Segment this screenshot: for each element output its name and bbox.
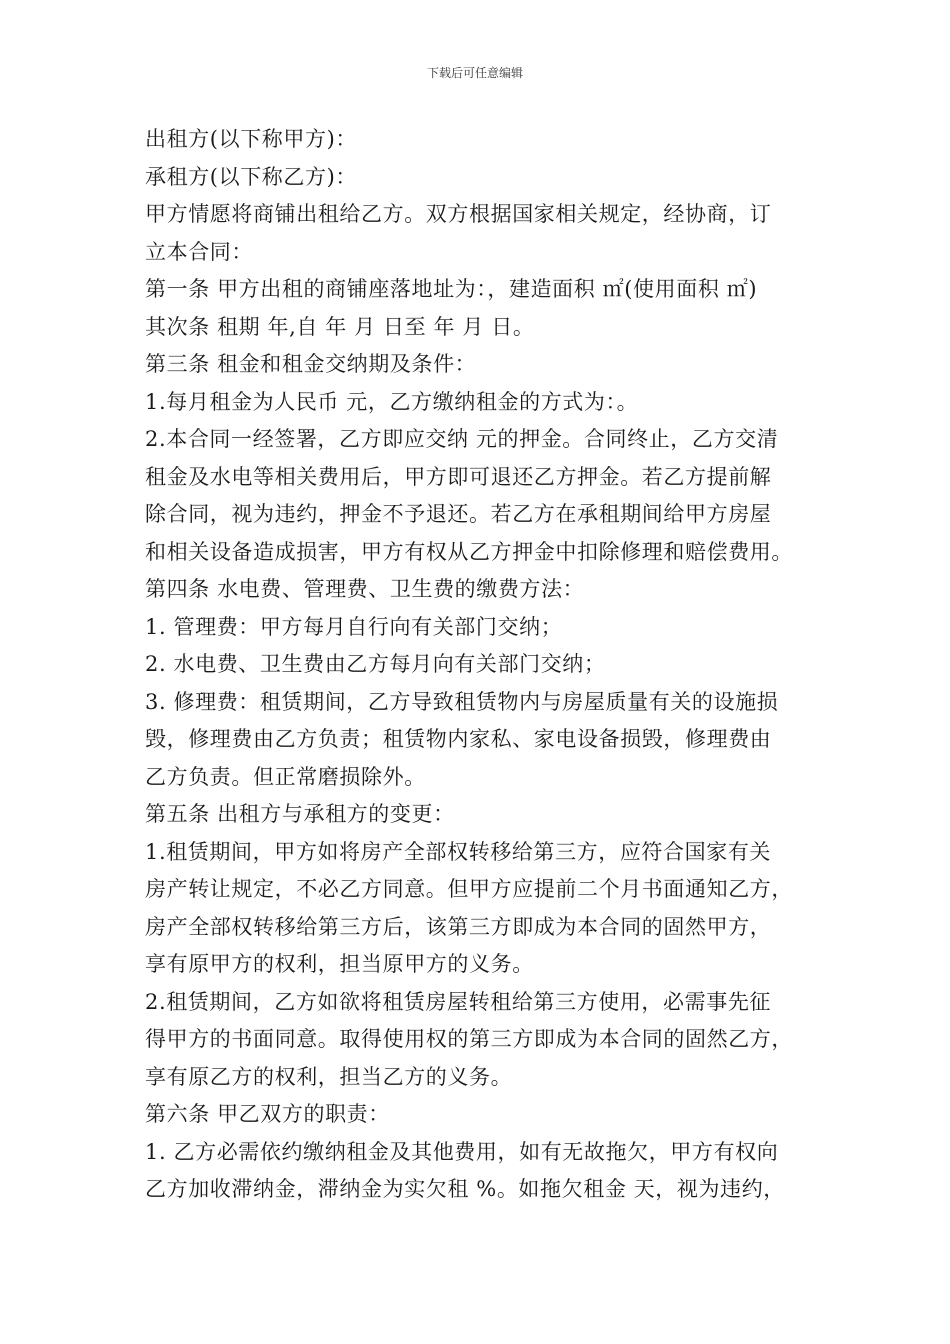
article-3-item-2: 租金及水电等相关费用后，甲方即可退还乙方押金。若乙方提前解 — [145, 464, 772, 489]
article-2-line: 其次条 租期 年,自 年 月 日至 年 月 日。 — [145, 314, 535, 339]
article-6-heading: 第六条 甲乙双方的职责： — [145, 1102, 390, 1126]
article-5-item-1: 享有原甲方的权利，担当原甲方的义务。 — [145, 952, 534, 976]
article-5-item-2: 2.租赁期间，乙方如欲将租赁房屋转租给第三方使用，必需事先征 — [145, 989, 772, 1014]
article-3-item-2: 2.本合同一经签署，乙方即应交纳 元的押金。合同终止，乙方交清 — [145, 427, 779, 451]
article-5-item-2: 得甲方的书面同意。取得使用权的第三方即成为本合同的固然乙方， — [145, 1027, 793, 1051]
article-4-item-1: 1. 管理费：甲方每月自行向有关部门交纳； — [145, 614, 563, 639]
article-6-item-1: 1. 乙方必需依约缴纳租金及其他费用，如有无故拖欠，甲方有权向 — [145, 1139, 779, 1164]
article-4-heading: 第四条 水电费、管理费、卫生费的缴费方法： — [145, 577, 585, 601]
article-4-item-2: 2. 水电费、卫生费由乙方每月向有关部门交纳； — [145, 652, 606, 676]
party-a-line: 出租方(以下称甲方)： — [145, 127, 357, 151]
page-header-note: 下载后可任意编辑 — [426, 66, 523, 80]
article-1-line: 第一条 甲方出租的商铺座落地址为：，建造面积 ㎡(使用面积 ㎡) — [145, 277, 758, 301]
article-5-heading: 第五条 出租方与承租方的变更： — [145, 802, 455, 826]
article-4-item-3: 毁，修理费由乙方负责；租赁物内家私、家电设备损毁，修理费由 — [145, 727, 772, 751]
article-4-item-3: 乙方负责。但正常磨损除外。 — [145, 764, 426, 789]
preamble-line: 甲方情愿将商铺出租给乙方。双方根据国家相关规定，经协商，订 — [145, 202, 772, 226]
article-5-item-2: 享有原乙方的权利，担当乙方的义务。 — [145, 1064, 513, 1089]
party-b-line: 承租方(以下称乙方)： — [145, 164, 357, 189]
article-4-item-3: 3. 修理费：租赁期间，乙方导致租赁物内与房屋质量有关的设施损 — [145, 689, 779, 714]
article-3-item-2: 除合同，视为违约，押金不予退还。若乙方在承租期间给甲方房屋 — [145, 502, 772, 526]
article-3-item-2: 和相关设备造成损害，甲方有权从乙方押金中扣除修理和赔偿费用。 — [145, 539, 793, 564]
article-5-item-1: 房产转让规定，不必乙方同意。但甲方应提前二个月书面通知乙方， — [145, 877, 793, 901]
article-5-item-1: 1.租赁期间，甲方如将房产全部权转移给第三方，应符合国家有关 — [145, 839, 772, 864]
article-6-item-1: 乙方加收滞纳金，滞纳金为实欠租 %。如拖欠租金 天，视为违约， — [145, 1177, 785, 1201]
article-5-item-1: 房产全部权转移给第三方后，该第三方即成为本合同的固然甲方， — [145, 914, 772, 939]
preamble-line: 立本合同： — [145, 239, 253, 264]
contract-body — [145, 121, 815, 1209]
article-3-heading: 第三条 租金和租金交纳期及条件： — [145, 352, 477, 376]
article-3-item-1: 1.每月租金为人民币 元，乙方缴纳租金的方式为：。 — [145, 389, 639, 414]
